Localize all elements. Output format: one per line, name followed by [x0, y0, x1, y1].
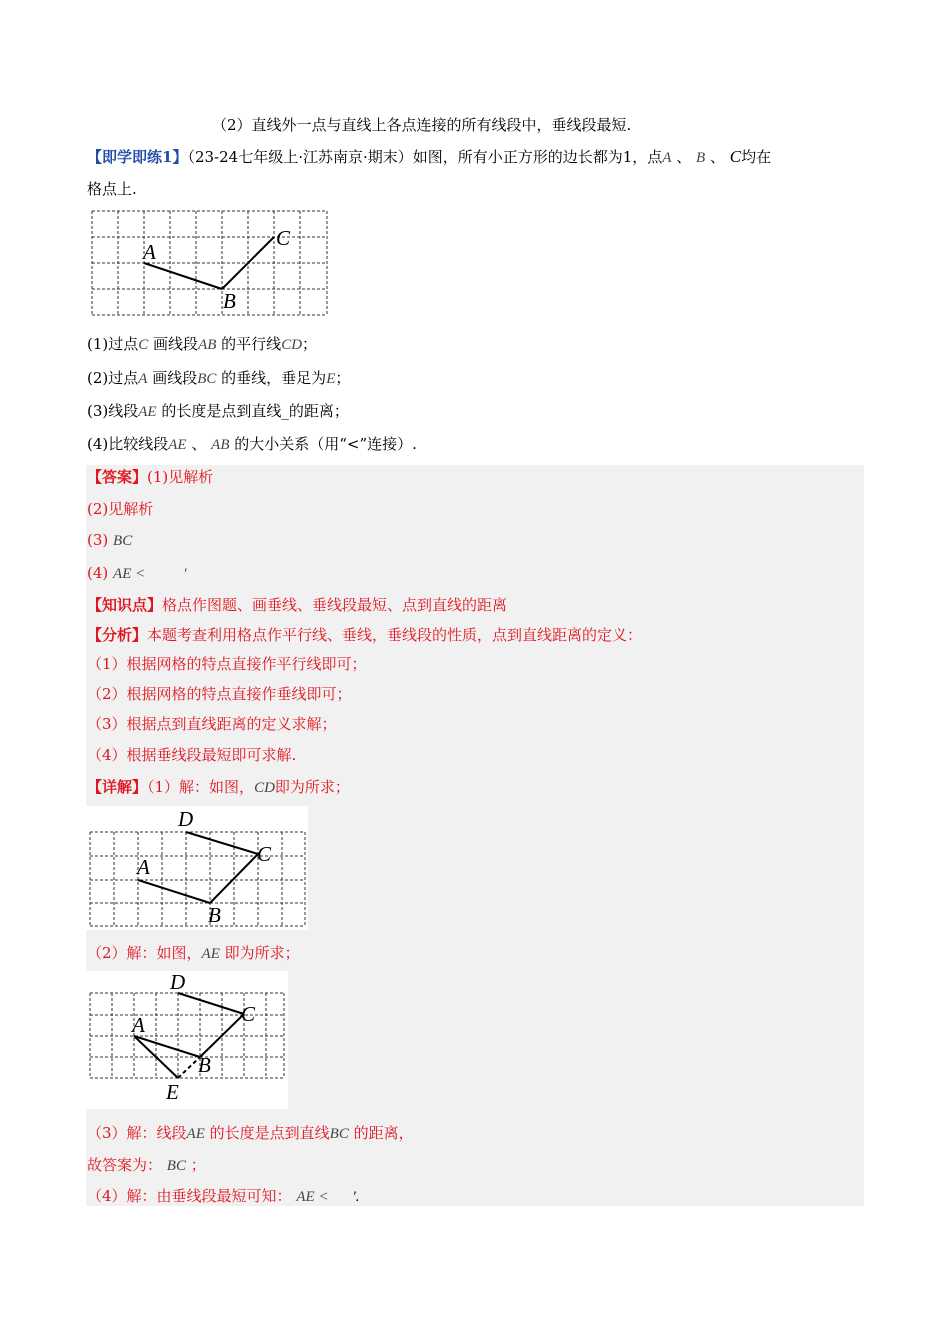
question-4-segment: AE: [168, 437, 187, 453]
label-c: C: [241, 1002, 256, 1026]
detail-1-text: 即为所求；: [274, 778, 350, 796]
question-4-segment: AB: [211, 437, 230, 453]
answer-3-value: BC: [113, 533, 133, 549]
problem-text-b: 均在: [741, 148, 772, 166]
analysis-step-1: （1）根据网格的特点直接作平行线即可；: [87, 655, 367, 673]
answer-2: (2)见解析: [87, 500, 154, 518]
label-e: E: [166, 1080, 179, 1104]
answer-3-num: (3): [87, 531, 109, 549]
detail-2: [87, 943, 300, 964]
answer-1-text: (1)见解析: [147, 468, 214, 486]
knowledge-text: 格点作图题、画垂线、垂线段最短、点到直线的距离: [162, 596, 508, 614]
detail-3: [87, 1123, 414, 1144]
question-2-text: (2)过点: [87, 369, 139, 387]
detail-3-segment: AE: [186, 1126, 205, 1142]
problem-line-1: [87, 147, 771, 168]
analysis-label: 【分析】: [87, 626, 148, 644]
label-a: A: [137, 855, 150, 879]
question-2-text: 的垂线，垂足为: [221, 369, 327, 387]
detail-label: 【详解】: [87, 778, 148, 796]
question-1-text: 画线段: [153, 335, 199, 353]
point-b: B: [696, 150, 706, 166]
detail-2-text: 即为所求；: [224, 944, 300, 962]
question-2-text: ；: [335, 369, 351, 387]
question-3-segment: AE: [138, 404, 157, 420]
problem-label: 【即学即练1】: [87, 148, 188, 166]
detail-3-answer-text: ；: [190, 1156, 206, 1174]
segment-ab: [144, 263, 222, 289]
question-1-text: ；: [302, 335, 318, 353]
question-2: [87, 368, 350, 389]
detail-2-segment: AE: [201, 946, 220, 962]
answer-1: [87, 467, 213, 487]
question-1-segment: AB: [198, 337, 217, 353]
label-d: D: [178, 807, 194, 831]
detail-2-text: （2）解：如图，: [87, 944, 202, 962]
question-1-text: (1)过点: [87, 335, 139, 353]
knowledge-line: [87, 595, 507, 615]
question-2-text: 画线段: [152, 369, 198, 387]
knowledge-label: 【知识点】: [87, 596, 163, 614]
detail-1-text: （1）解：如图，: [147, 778, 255, 796]
question-3-text: (3)线段: [87, 402, 139, 420]
analysis-step-4: （4）根据垂线段最短即可求解.: [87, 746, 297, 764]
question-4-text: 的大小关系（用“<”连接）.: [234, 435, 417, 453]
detail-4-text: （4）解：由垂线段最短可知：: [87, 1187, 292, 1205]
question-1-text: 的平行线: [221, 335, 282, 353]
detail-3-answer: [87, 1155, 206, 1176]
answer-3: [87, 530, 132, 551]
question-2-segment: BC: [197, 371, 217, 387]
analysis-line: [87, 625, 642, 645]
question-3: [87, 401, 349, 422]
label-b: B: [223, 289, 236, 313]
detail-1-segment: CD: [254, 780, 275, 796]
question-4: [87, 434, 417, 455]
point-a: A: [662, 150, 672, 166]
detail-4-value: AE <: [296, 1189, 329, 1205]
detail-4: [87, 1186, 360, 1207]
detail-1: [87, 777, 350, 798]
separator: 、: [676, 148, 692, 166]
question-4-text: 、: [191, 435, 207, 453]
analysis-step-3: （3）根据点到直线距离的定义求解；: [87, 715, 337, 733]
separator: 、: [709, 148, 725, 166]
answer-4: [87, 563, 186, 584]
figure-grid-3: [86, 971, 288, 1109]
figure-grid-1: [90, 209, 330, 319]
label-b: B: [198, 1053, 211, 1077]
label-b: B: [208, 903, 221, 927]
answer-4-num: (4): [87, 564, 109, 582]
detail-3-answer-value: BC: [166, 1158, 186, 1174]
detail-3-line: BC: [329, 1126, 349, 1142]
answer-4-tail: ': [183, 566, 187, 582]
question-3-text: 的长度是点到直线_的距离；: [161, 402, 349, 420]
detail-3-text: （3）解：线段: [87, 1124, 187, 1142]
detail-4-tail: '.: [352, 1189, 360, 1205]
answer-4-value: AE <: [113, 566, 146, 582]
question-2-point: A: [138, 371, 148, 387]
label-a: A: [132, 1013, 145, 1037]
problem-line-2: 格点上.: [87, 180, 137, 198]
analysis-text: 本题考查利用格点作平行线、垂线，垂线段的性质，点到直线距离的定义：: [147, 626, 643, 644]
answer-label: 【答案】: [87, 468, 148, 486]
question-4-text: (4)比较线段: [87, 435, 169, 453]
detail-3-text: 的距离，: [353, 1124, 414, 1142]
problem-text-a: （23-24七年级上·江苏南京·期末）如图，所有小正方形的边长都为1，点: [187, 148, 663, 166]
figure-grid-2: [86, 806, 308, 930]
label-c: C: [257, 842, 272, 866]
label-c: C: [276, 226, 291, 250]
point-c: C: [729, 147, 742, 166]
analysis-step-2: （2）根据网格的特点直接作垂线即可；: [87, 685, 352, 703]
question-2-point: E: [326, 371, 336, 387]
intro-text: （2）直线外一点与直线上各点连接的所有线段中，垂线段最短.: [212, 116, 632, 134]
question-1-point: C: [138, 337, 149, 353]
detail-3-answer-text: 故答案为：: [87, 1156, 163, 1174]
label-d: D: [170, 971, 186, 994]
question-1: [87, 334, 317, 355]
label-a: A: [143, 240, 156, 264]
detail-3-text: 的长度是点到直线: [209, 1124, 330, 1142]
question-1-segment: CD: [281, 337, 303, 353]
grid-lines: [92, 211, 327, 315]
